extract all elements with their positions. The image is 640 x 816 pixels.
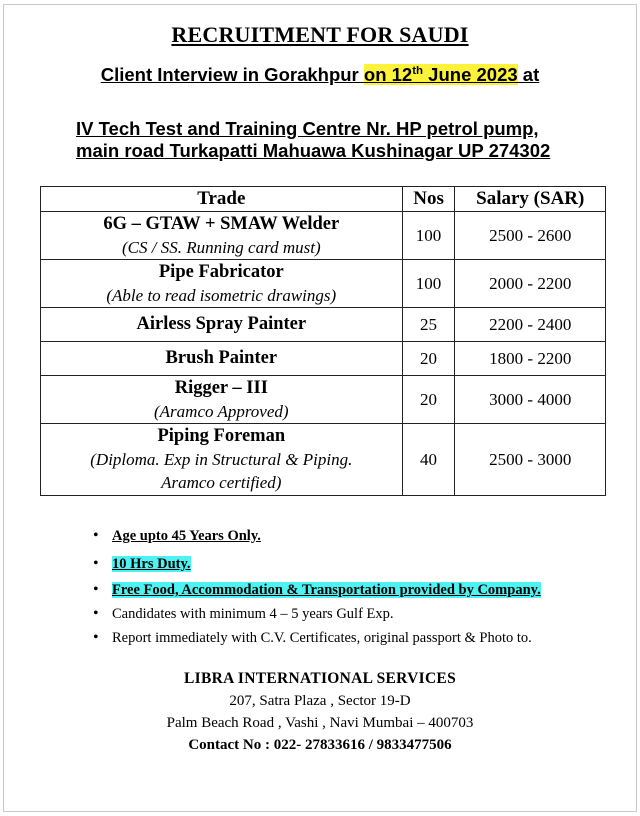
- address-line-2: Palm Beach Road , Vashi , Navi Mumbai – 400703: [166, 715, 474, 731]
- trade-name: Piping Foreman: [157, 426, 286, 446]
- table-row: [41, 260, 606, 308]
- trade-cell: [41, 424, 403, 496]
- table-row: [41, 342, 606, 376]
- trade-name: Brush Painter: [165, 348, 278, 368]
- trade-note: (Aramco Approved): [154, 401, 289, 421]
- venue-line-1: IV Tech Test and Training Centre Nr. HP petrol pump,: [76, 118, 539, 139]
- duty-hours: 10 Hrs Duty.: [112, 556, 191, 572]
- footer-contact: [0, 668, 640, 756]
- header-salary: Salary (SAR): [455, 187, 606, 212]
- trade-cell: [41, 308, 403, 342]
- bullet-icon: •: [93, 629, 99, 646]
- trade-cell: [41, 342, 403, 376]
- interview-date-rest: June 2023: [423, 64, 518, 85]
- address-line-1: 207, Satra Plaza , Sector 19-D: [229, 693, 411, 709]
- nos-cell: 100: [402, 260, 455, 308]
- bullet-icon: •: [93, 527, 99, 544]
- benefits-line: Free Food, Accommodation & Transportation provided by Company.: [112, 582, 541, 598]
- nos-cell: 20: [402, 376, 455, 424]
- list-item: [0, 602, 640, 626]
- table-row: [41, 212, 606, 260]
- trade-name: 6G – GTAW + SMAW Welder: [103, 213, 340, 234]
- interview-date-sup: th: [412, 64, 424, 77]
- jobs-table: [40, 186, 606, 496]
- nos-cell: 25: [402, 308, 455, 342]
- company-name: LIBRA INTERNATIONAL SERVICES: [183, 670, 456, 687]
- trade-cell: [41, 376, 403, 424]
- interview-line: [0, 64, 640, 86]
- list-item: [0, 522, 640, 550]
- trade-note: (CS / SS. Running card must): [121, 237, 321, 257]
- nos-cell: 100: [402, 212, 455, 260]
- table-row: [41, 424, 606, 496]
- bullet-icon: •: [93, 605, 99, 622]
- trade-name: Airless Spray Painter: [136, 314, 307, 334]
- table-row: [41, 308, 606, 342]
- report-line: Report immediately with C.V. Certificates, original passport & Photo to.: [112, 630, 532, 646]
- salary-cell: 3000 - 4000: [455, 376, 606, 424]
- nos-cell: 40: [402, 424, 455, 496]
- nos-cell: 20: [402, 342, 455, 376]
- table-row: [41, 376, 606, 424]
- list-item: [0, 550, 640, 578]
- interview-date-on: on 12: [363, 64, 413, 85]
- page-title: RECRUITMENT FOR SAUDI: [171, 22, 469, 47]
- venue-address: [76, 118, 550, 162]
- interview-date-highlight: [364, 64, 518, 85]
- experience-line: Candidates with minimum 4 – 5 years Gulf Exp.: [112, 606, 394, 622]
- list-item: [0, 578, 640, 602]
- trade-note-2: Aramco certified): [161, 473, 282, 492]
- salary-cell: 2500 - 2600: [455, 212, 606, 260]
- salary-cell: 2200 - 2400: [455, 308, 606, 342]
- venue-line-2: main road Turkapatti Mahuawa Kushinagar UP 274302: [76, 140, 551, 161]
- trade-name: Pipe Fabricator: [158, 261, 284, 282]
- bullet-icon: •: [93, 555, 99, 572]
- salary-cell: 2000 - 2200: [455, 260, 606, 308]
- header-trade: Trade: [41, 187, 403, 212]
- list-item: [0, 626, 640, 650]
- age-requirement: Age upto 45 Years Only.: [112, 528, 261, 544]
- contact-number: Contact No : 022- 27833616 / 9833477506: [188, 737, 452, 753]
- trade-cell: [41, 212, 403, 260]
- trade-note: (Diploma. Exp in Structural & Piping.: [90, 450, 353, 469]
- salary-cell: 1800 - 2200: [455, 342, 606, 376]
- interview-suffix: at: [517, 64, 540, 85]
- table-header-row: [41, 187, 606, 212]
- bullet-icon: •: [93, 581, 99, 598]
- trade-note: (Able to read isometric drawings): [106, 285, 337, 305]
- header-nos: Nos: [402, 187, 455, 212]
- trade-cell: [41, 260, 403, 308]
- trade-name: Rigger – III: [174, 377, 268, 398]
- salary-cell: 2500 - 3000: [455, 424, 606, 496]
- requirements-list: [0, 522, 640, 650]
- interview-prefix: Client Interview in Gorakhpur: [100, 64, 364, 85]
